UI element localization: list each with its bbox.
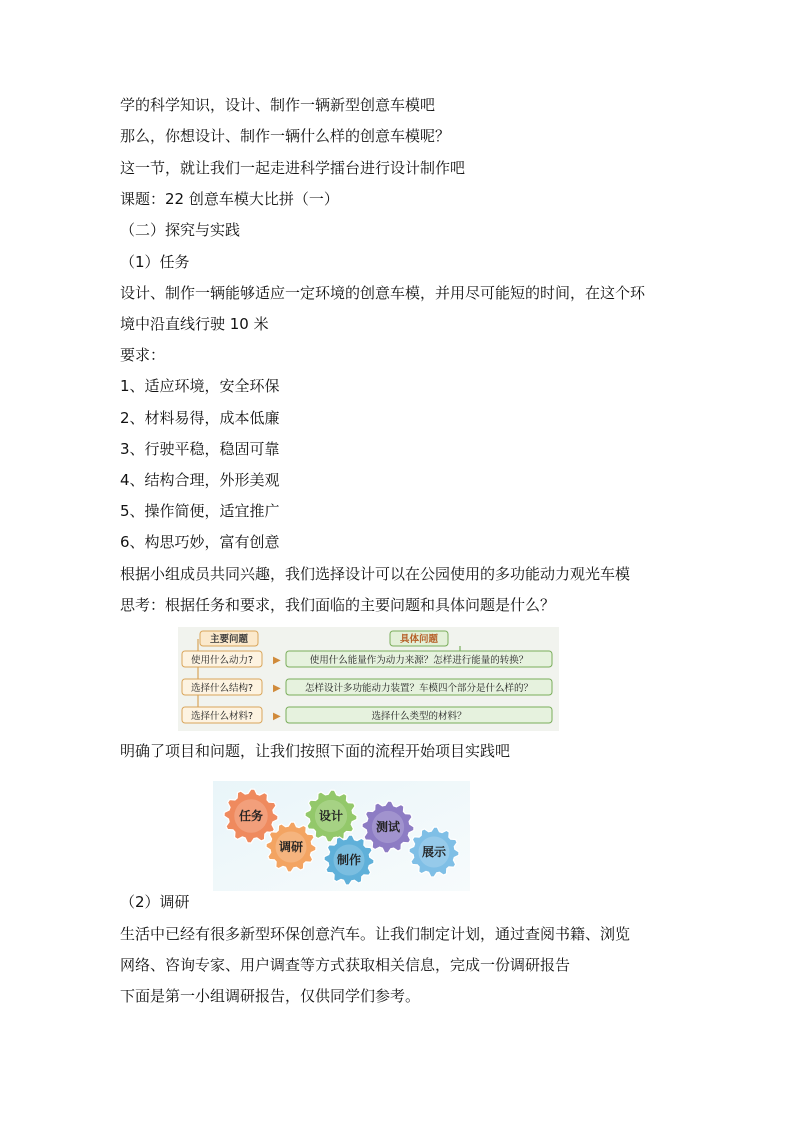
section-heading: （二）探究与实践 <box>120 221 241 239</box>
text-line: 设计、制作一辆能够适应一定环境的创意车模，并用尽可能短的时间，在这个环 <box>120 284 646 302</box>
row-main-cell: 选择什么材料? <box>190 711 254 722</box>
requirement-item: 1、适应环境，安全环保 <box>120 377 280 395</box>
row-detail-cell: 怎样设计多功能动力装置？车模四个部分是什么样的？ <box>304 683 534 694</box>
subsection-heading: （1）任务 <box>120 253 190 271</box>
text-line: 生活中已经有很多新型环保创意汽车。让我们制定计划，通过查阅书籍、浏览 <box>120 925 631 943</box>
gear-label: 制作 <box>336 853 362 867</box>
row-main-cell: 选择什么结构? <box>190 683 254 694</box>
requirement-item: 3、行驶平稳，稳固可靠 <box>120 440 280 458</box>
header-detail-problem: 具体问题 <box>399 634 439 645</box>
process-gears-figure <box>213 781 470 891</box>
gear-label: 展示 <box>421 845 447 859</box>
requirement-item: 4、结构合理，外形美观 <box>120 471 280 489</box>
text-line: 根据小组成员共同兴趣，我们选择设计可以在公园使用的多功能动力观光车模 <box>120 565 631 583</box>
gear-label: 设计 <box>318 809 344 823</box>
arrow-icon: ▶ <box>273 711 281 722</box>
row-main-cell: 使用什么动力? <box>190 655 254 666</box>
text-line: 这一节，就让我们一起走进科学擂台进行设计制作吧 <box>120 159 466 177</box>
problem-table-figure <box>178 627 559 731</box>
subsection-heading: （2）调研 <box>120 893 190 911</box>
header-main-problem: 主要问题 <box>209 634 249 645</box>
text-line: 明确了项目和问题，让我们按照下面的流程开始项目实践吧 <box>120 742 511 760</box>
lesson-title: 课题：22 创意车模大比拼（一） <box>120 190 339 208</box>
requirement-item: 2、材料易得，成本低廉 <box>120 409 280 427</box>
text-line: 境中沿直线行驶 10 米 <box>120 315 269 333</box>
requirement-item: 5、操作简便，适宜推广 <box>120 502 280 520</box>
gear-label: 测试 <box>375 820 401 834</box>
text-line: 思考：根据任务和要求，我们面临的主要问题和具体问题是什么？ <box>120 596 556 614</box>
text-line: 网络、咨询专家、用户调查等方式获取相关信息，完成一份调研报告 <box>120 956 571 974</box>
text-line: 那么，你想设计、制作一辆什么样的创意车模呢？ <box>120 127 451 145</box>
arrow-icon: ▶ <box>273 655 281 666</box>
gear-label: 任务 <box>238 809 264 823</box>
requirements-heading: 要求： <box>120 346 166 364</box>
text-line: 学的科学知识，设计、制作一辆新型创意车模吧 <box>120 96 436 114</box>
arrow-icon: ▶ <box>273 683 281 694</box>
gear-label: 调研 <box>278 840 304 854</box>
row-detail-cell: 使用什么能量作为动力来源？怎样进行能量的转换？ <box>309 655 529 666</box>
row-detail-cell: 选择什么类型的材料？ <box>371 711 467 722</box>
text-line: 下面是第一小组调研报告，仅供同学们参考。 <box>120 987 421 1005</box>
requirement-item: 6、构思巧妙，富有创意 <box>120 533 280 551</box>
